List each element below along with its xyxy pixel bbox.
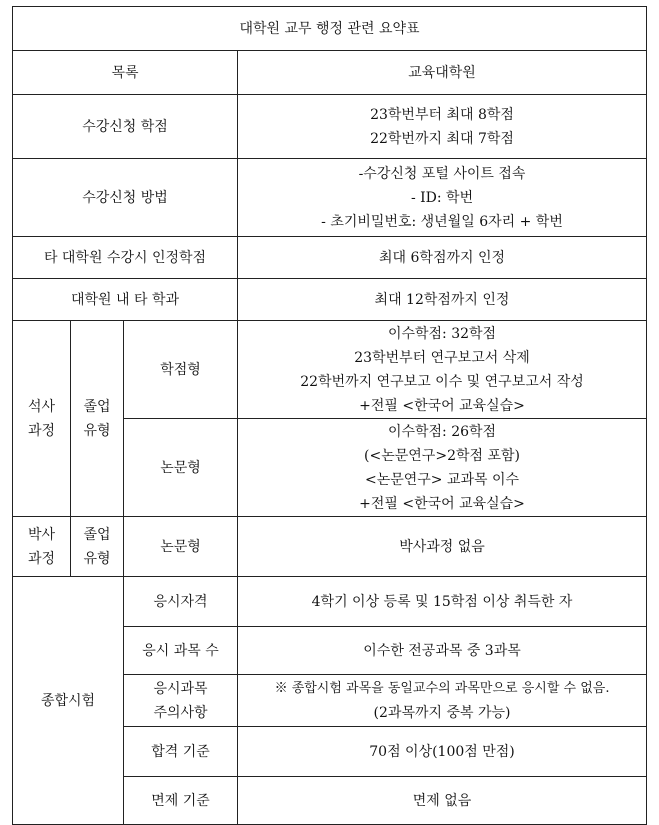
thesis-type-line: +전필 <한국어 교육실습> [359,495,525,512]
notes-label-line: 주의사항 [153,704,208,721]
credit-type-line: +전필 <한국어 교육실습> [359,397,525,414]
credit-type-line: 이수학점: 32학점 [387,325,497,342]
other-dept-label: 대학원 내 타 학과 [13,279,238,321]
credits-line: 22학번까지 최대 7학점 [370,130,514,147]
masters-label [13,321,71,517]
doctoral-type-line: 졸업 [83,526,111,543]
header-row [13,51,647,95]
method-value [238,159,647,237]
other-grad-label: 타 대학원 수강시 인정학점 [13,237,238,279]
header-school: 교육대학원 [238,51,647,95]
thesis-type-label: 논문형 [124,419,238,517]
credit-type-value [238,321,647,419]
notes-label [124,675,238,727]
pass-label: 합격 기준 [124,727,238,777]
thesis-type-value [238,419,647,517]
masters-credit-row [13,321,647,419]
method-line: -수강신청 포털 사이트 접속 [358,165,526,182]
notes-label-line: 응시과목 [153,680,208,697]
notes-value [238,675,647,727]
masters-label-line: 석사 [27,398,56,415]
credits-row [13,95,647,159]
header-category: 목록 [13,51,238,95]
doctoral-type-line: 유형 [83,550,111,567]
masters-type-line: 유형 [83,422,111,439]
method-line: - 초기비밀번호: 생년월일 6자리 + 학번 [321,213,563,230]
qualification-label: 응시자격 [124,577,238,627]
notes-line: (2과목까지 중복 가능) [373,704,511,721]
masters-type-line: 졸업 [83,398,111,415]
notes-line: ※ 종합시험 과목을 동일교수의 과목만으로 응시할 수 없음. [274,680,610,696]
credit-type-label: 학점형 [124,321,238,419]
credits-line: 23학번부터 최대 8학점 [370,106,514,123]
summary-table [12,6,647,825]
doctoral-label [13,517,71,577]
doctoral-label-line: 과정 [27,550,56,567]
thesis-type-line: (<논문연구>2학점 포함) [364,447,520,464]
masters-label-line: 과정 [27,422,56,439]
exemption-value: 면제 없음 [238,777,647,825]
exemption-label: 면제 기준 [124,777,238,825]
credit-type-line: 23학번부터 연구보고서 삭제 [354,349,530,366]
doctoral-thesis-label: 논문형 [124,517,238,577]
doctoral-label-line: 박사 [27,526,56,543]
other-grad-value: 최대 6학점까지 인정 [238,237,647,279]
other-dept-value: 최대 12학점까지 인정 [238,279,647,321]
table-title: 대학원 교무 행정 관련 요약표 [13,7,647,51]
credits-label: 수강신청 학점 [13,95,238,159]
method-row [13,159,647,237]
method-line: - ID: 학번 [410,189,474,206]
num-subjects-value: 이수한 전공과목 중 3과목 [238,627,647,675]
doctoral-thesis-value: 박사과정 없음 [238,517,647,577]
thesis-type-line: <논문연구> 교과목 이수 [364,471,520,488]
other-grad-row [13,237,647,279]
doctoral-row [13,517,647,577]
qualification-value: 4학기 이상 등록 및 15학점 이상 취득한 자 [238,577,647,627]
credit-type-line: 22학번까지 연구보고 이수 및 연구보고서 작성 [300,373,584,390]
exam-qualification-row [13,577,647,627]
doctoral-type-label [71,517,124,577]
credits-value [238,95,647,159]
pass-value: 70점 이상(100점 만점) [238,727,647,777]
other-dept-row [13,279,647,321]
title-row [13,7,647,51]
masters-type-label [71,321,124,517]
num-subjects-label: 응시 과목 수 [124,627,238,675]
exam-label: 종합시험 [13,577,124,825]
method-label: 수강신청 방법 [13,159,238,237]
thesis-type-line: 이수학점: 26학점 [387,423,497,440]
